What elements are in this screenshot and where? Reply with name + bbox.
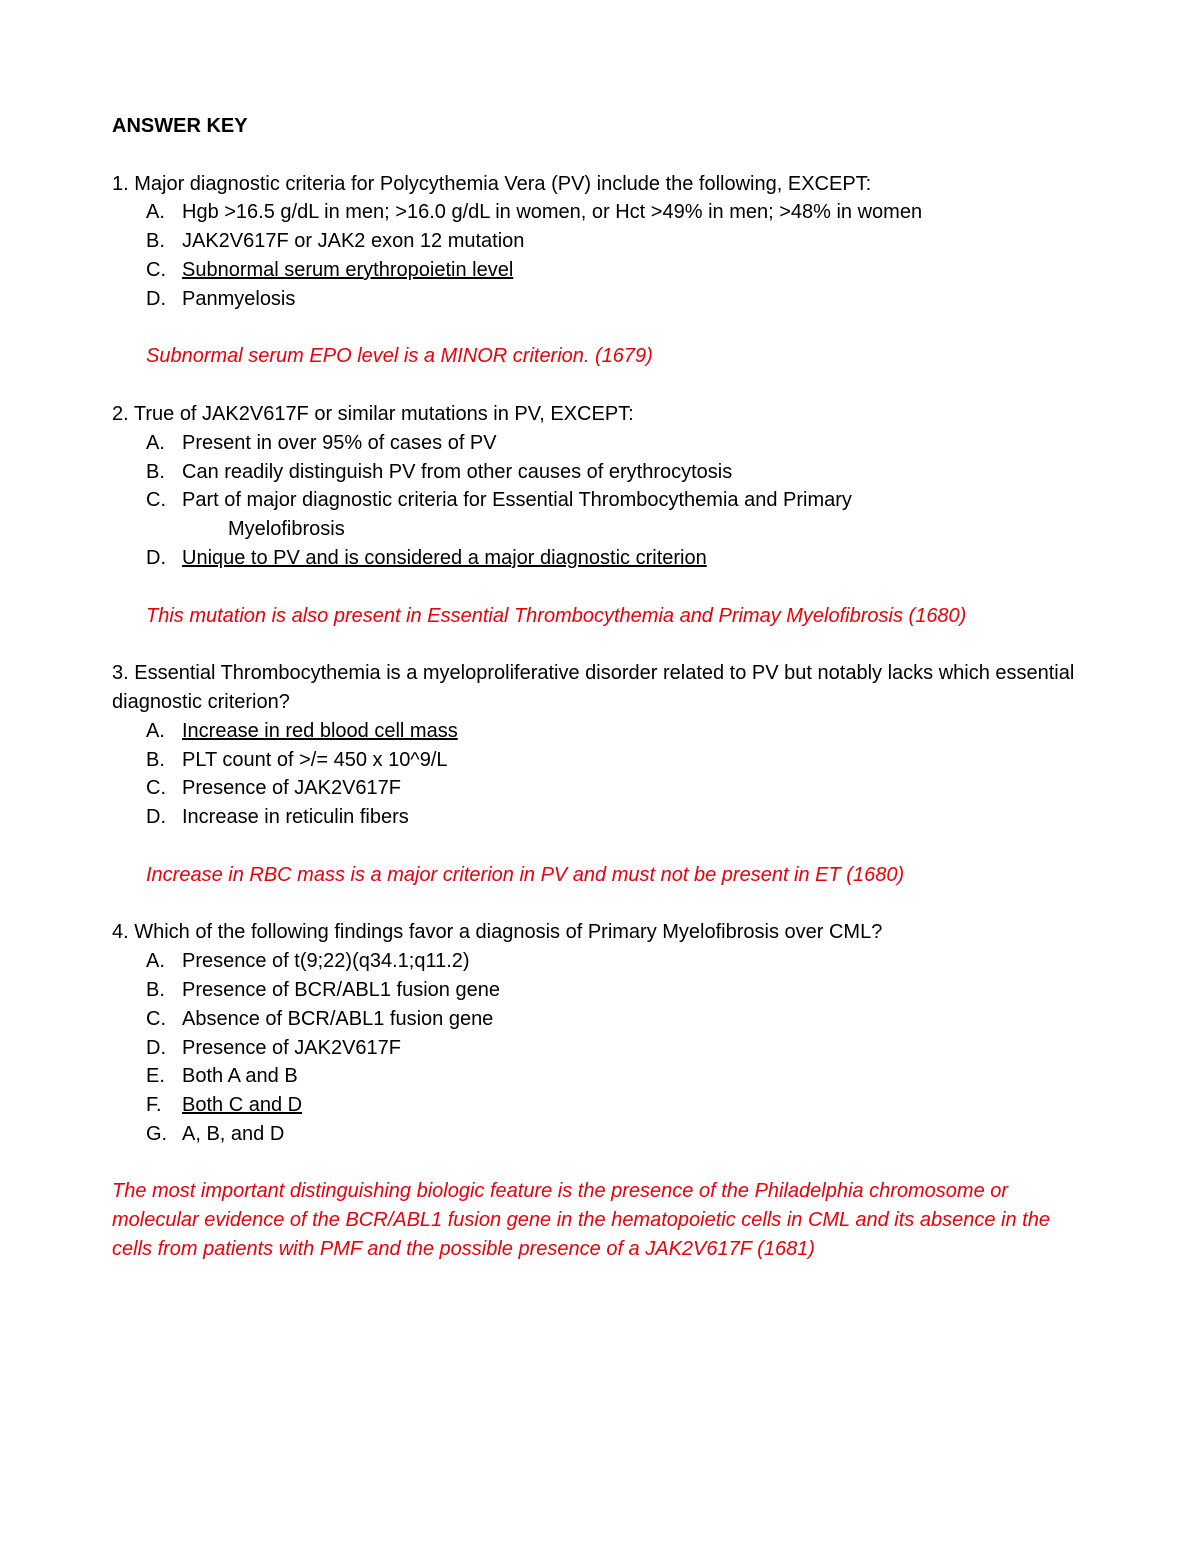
option-b [112, 746, 1092, 775]
option-letter: B. [146, 230, 165, 253]
question-stem: 3. Essential Thrombocythemia is a myeloproliferative disorder related to PV but notably lacks which essential diagnostic criterion? [112, 662, 1075, 713]
option-a [112, 429, 1092, 458]
option-list [112, 198, 1092, 313]
option-text: Present in over 95% of cases of PV [182, 431, 497, 454]
option-text: Presence of JAK2V617F [182, 1036, 402, 1059]
option-b [112, 976, 1092, 1005]
option-text: Panmyelosis [182, 287, 296, 310]
option-text: A, B, and D [182, 1122, 285, 1145]
option-letter: C. [146, 777, 166, 800]
option-list [112, 717, 1092, 832]
option-d-correct-answer [112, 544, 1092, 573]
option-text: Presence of BCR/ABL1 fusion gene [182, 978, 500, 1001]
option-letter: G. [146, 1122, 168, 1145]
option-text: Can readily distinguish PV from other causes of erythrocytosis [182, 460, 733, 483]
page-title: ANSWER KEY [112, 115, 248, 137]
option-letter: C. [146, 258, 166, 281]
option-text: Increase in red blood cell mass [182, 719, 458, 742]
option-text: Unique to PV and is considered a major diagnostic criterion [182, 546, 707, 569]
option-text: Hgb >16.5 g/dL in men; >16.0 g/dL in women, or Hct >49% in men; >48% in women [182, 201, 923, 224]
option-letter: A. [146, 950, 165, 973]
option-text-continuation: Myelofibrosis [228, 518, 345, 541]
option-f-correct-answer [112, 1091, 1092, 1120]
option-a [112, 947, 1092, 976]
option-letter: B. [146, 978, 165, 1001]
option-list [112, 429, 1092, 573]
option-d [112, 285, 1092, 314]
document-body [112, 112, 1092, 1293]
option-e [112, 1062, 1092, 1091]
option-letter: A. [146, 201, 165, 224]
option-letter: B. [146, 748, 165, 771]
option-text: Part of major diagnostic criteria for Essential Thrombocythemia and Primary [182, 489, 852, 512]
question-1 [112, 170, 1092, 372]
option-text: Presence of t(9;22)(q34.1;q11.2) [182, 950, 470, 973]
option-letter: F. [146, 1094, 162, 1117]
question-2 [112, 400, 1092, 630]
option-text: Subnormal serum erythropoietin level [182, 258, 514, 281]
option-text: Absence of BCR/ABL1 fusion gene [182, 1007, 494, 1030]
question-stem: 1. Major diagnostic criteria for Polycythemia Vera (PV) include the following, EXCEPT: [112, 172, 872, 195]
option-a [112, 198, 1092, 227]
question-4 [112, 918, 1092, 1264]
option-text: Increase in reticulin fibers [182, 806, 409, 829]
option-list [112, 947, 1092, 1149]
option-c [112, 1005, 1092, 1034]
option-g [112, 1120, 1092, 1149]
option-letter: D. [146, 806, 166, 829]
option-c [112, 486, 1092, 544]
question-stem: 2. True of JAK2V617F or similar mutations in PV, EXCEPT: [112, 402, 634, 425]
option-c [112, 774, 1092, 803]
option-text: JAK2V617F or JAK2 exon 12 mutation [182, 230, 525, 253]
option-letter: A. [146, 431, 165, 454]
option-a-correct-answer [112, 717, 1092, 746]
option-c-correct-answer [112, 256, 1092, 285]
option-text: Both C and D [182, 1094, 303, 1117]
question-3 [112, 659, 1092, 889]
option-letter: D. [146, 546, 166, 569]
option-letter: A. [146, 719, 165, 742]
option-letter: B. [146, 460, 165, 483]
option-b [112, 458, 1092, 487]
option-letter: E. [146, 1065, 165, 1088]
answer-explanation: The most important distinguishing biologic feature is the presence of the Philadelphia chromosome or molecular evidence of the BCR/ABL1 fusion gene in the hematopoietic cells in CML and its absence in the cells from patients with PMF and the possible presence of a JAK2V617F (1681) [112, 1180, 1050, 1261]
option-letter: C. [146, 489, 166, 512]
option-text: PLT count of >/= 450 x 10^9/L [182, 748, 448, 771]
question-stem: 4. Which of the following findings favor a diagnosis of Primary Myelofibrosis over CML? [112, 921, 883, 944]
option-d [112, 1034, 1092, 1063]
option-text: Presence of JAK2V617F [182, 777, 402, 800]
option-letter: D. [146, 1036, 166, 1059]
option-b [112, 227, 1092, 256]
option-text: Both A and B [182, 1065, 298, 1088]
option-letter: C. [146, 1007, 166, 1030]
option-d [112, 803, 1092, 832]
answer-explanation: Subnormal serum EPO level is a MINOR criterion. (1679) [146, 345, 653, 368]
answer-explanation: This mutation is also present in Essential Thrombocythemia and Primay Myelofibrosis (1680) [146, 604, 967, 627]
answer-explanation: Increase in RBC mass is a major criterion in PV and must not be present in ET (1680) [146, 863, 905, 886]
option-letter: D. [146, 287, 166, 310]
